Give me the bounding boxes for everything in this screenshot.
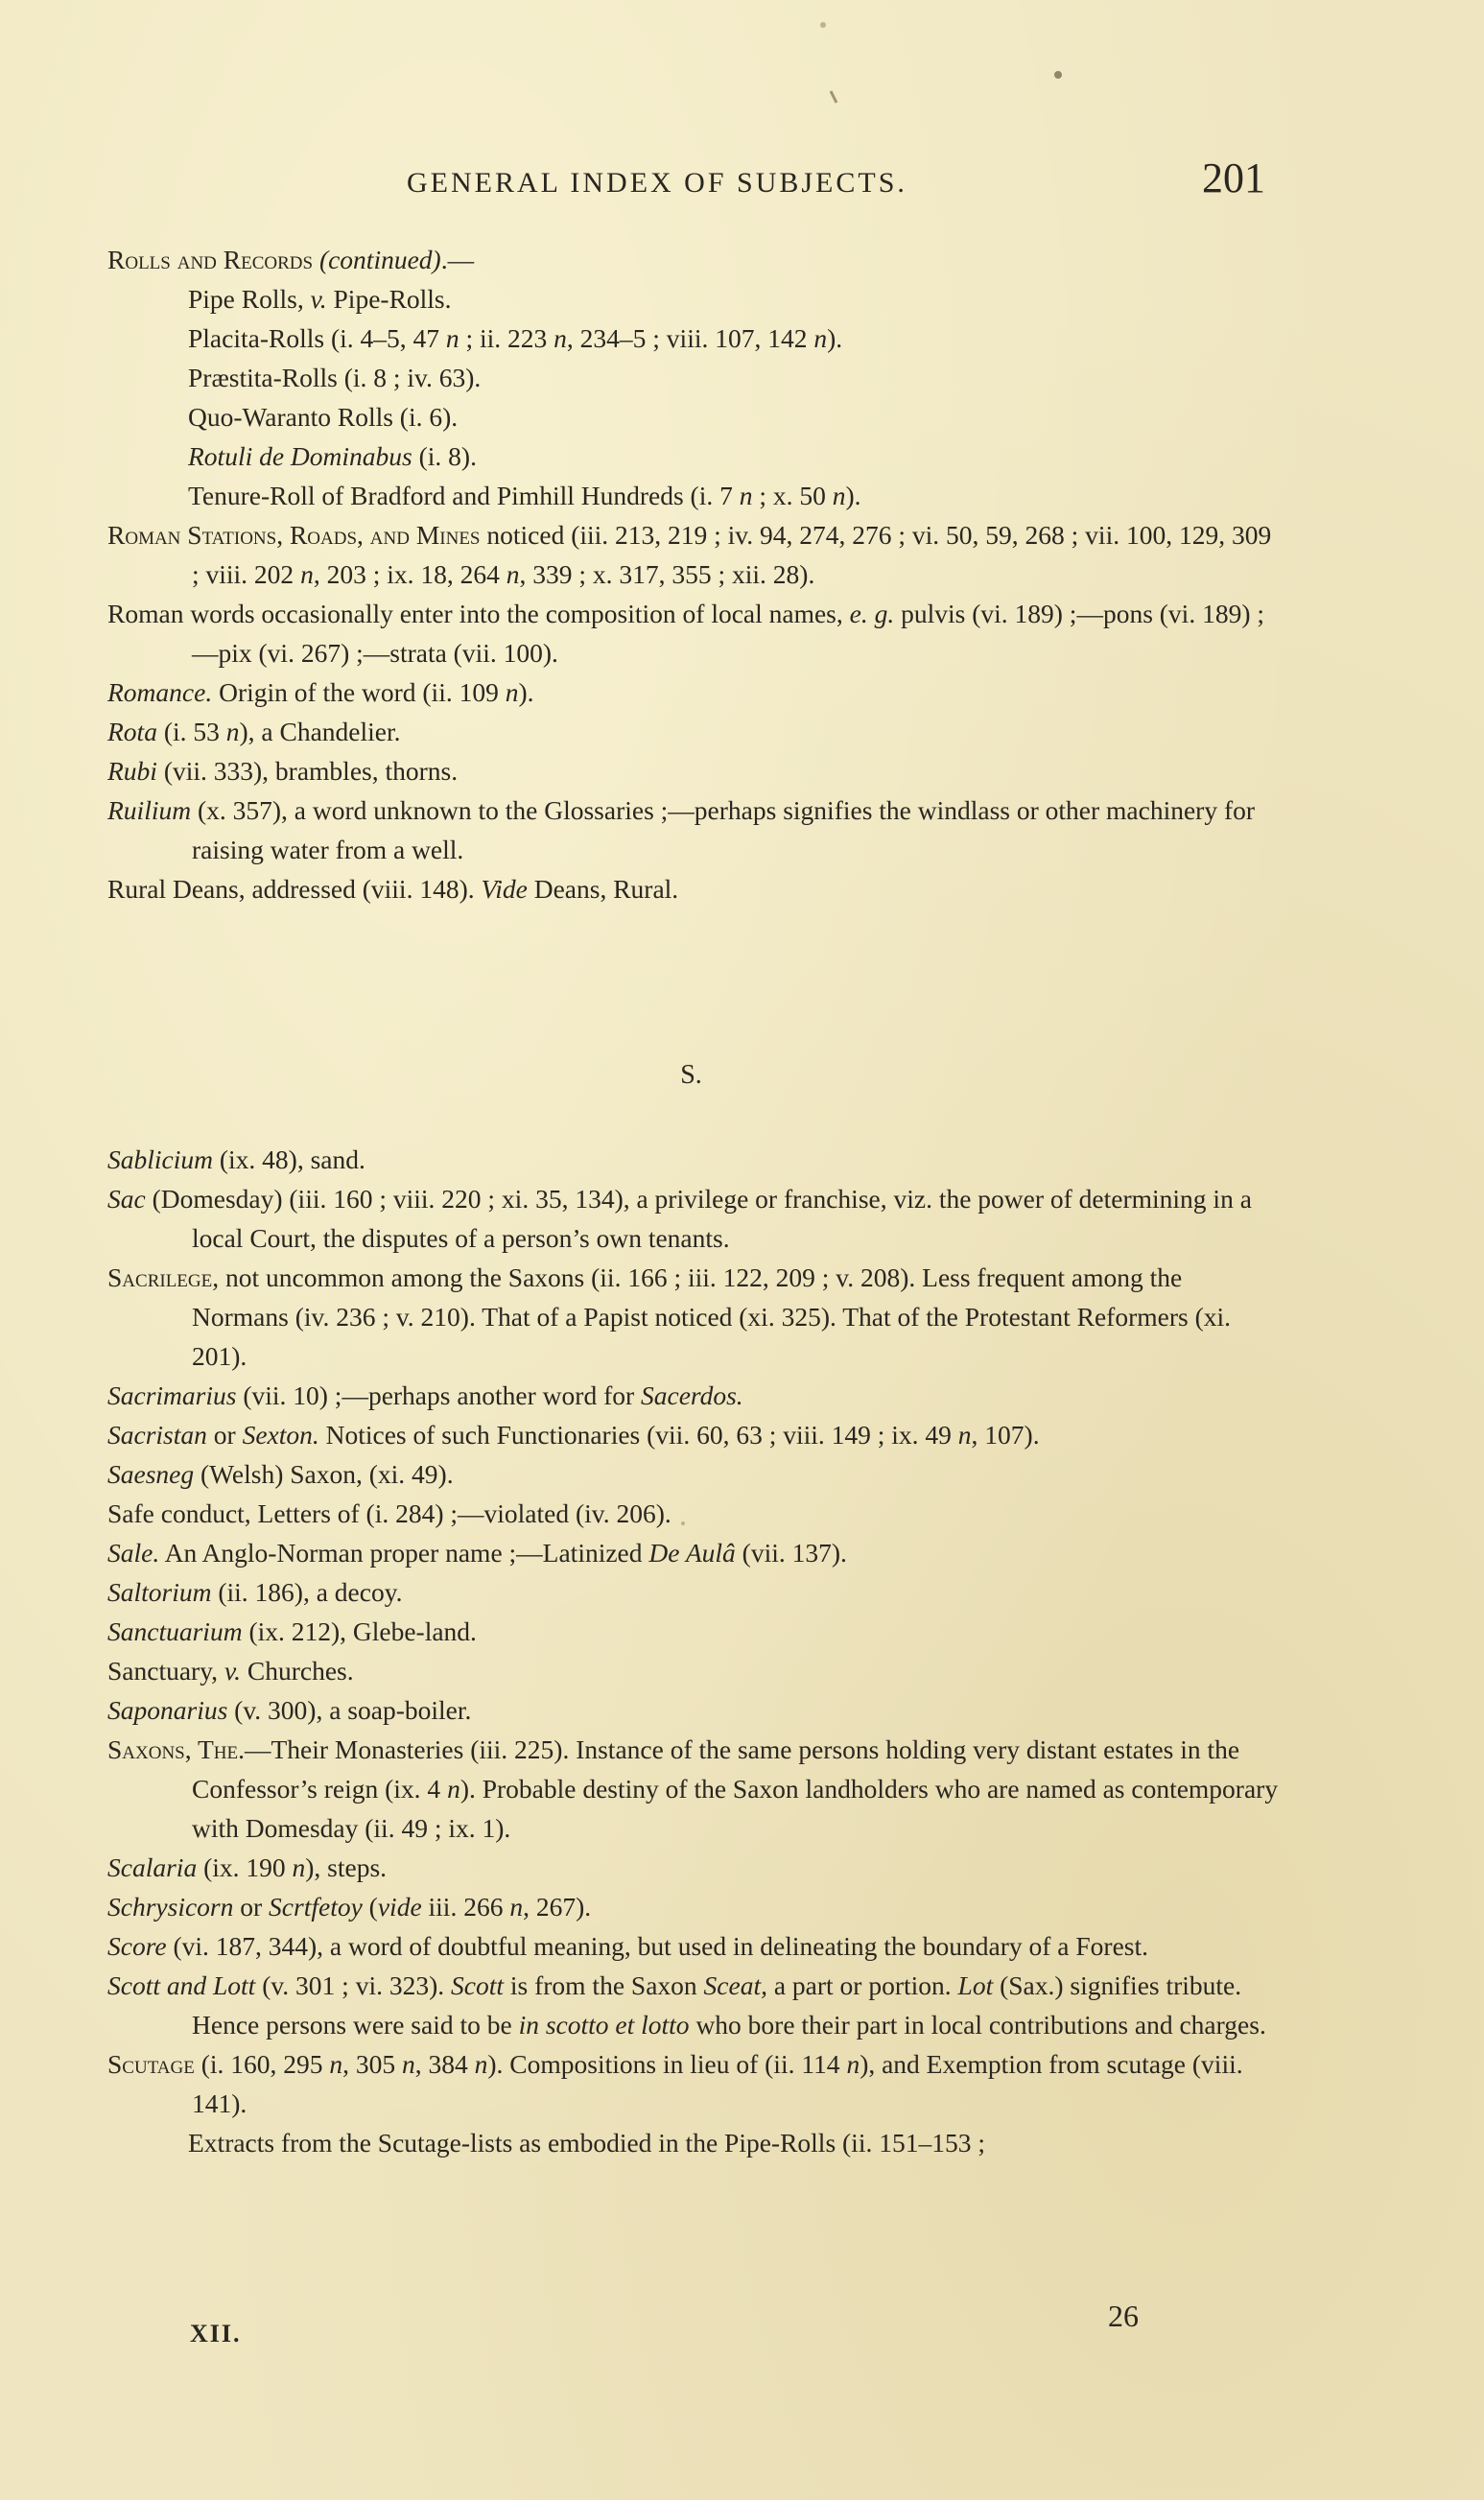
index-entry <box>107 240 1283 279</box>
index-entry <box>107 1454 1283 1494</box>
entry-text: (continued) <box>318 245 441 274</box>
entry-text: Præstita-Rolls (i. 8 ; iv. 63). <box>188 363 482 392</box>
entry-text: Score <box>107 1931 167 1961</box>
entry-text: Sale. <box>107 1538 160 1568</box>
entry-text: Rota <box>107 717 157 746</box>
entry-text: n <box>329 2049 343 2079</box>
entry-text: Scalaria <box>107 1852 198 1882</box>
entry-text: ). <box>518 677 534 707</box>
running-title: GENERAL INDEX OF SUBJECTS. <box>407 167 907 199</box>
entry-text: e. g. <box>849 599 895 628</box>
index-entries-r <box>107 240 1283 908</box>
index-subentry <box>107 358 1283 397</box>
entry-text: n <box>447 1774 460 1804</box>
index-entry <box>107 790 1283 869</box>
entry-text: n <box>813 323 828 353</box>
entry-text: Saponarius <box>107 1695 228 1725</box>
entry-text: v. <box>224 1656 241 1686</box>
entry-text: who bore their part in local contributions and charges. <box>689 2010 1266 2040</box>
entry-text: ). Compositions in lieu of (ii. 114 <box>487 2049 847 2079</box>
index-entry <box>107 594 1283 672</box>
entry-text: Rubi <box>107 756 157 786</box>
entry-text: Sacrimarius <box>107 1380 237 1410</box>
entry-text: v. <box>310 284 327 314</box>
entry-text: Scrtfetoy <box>269 1892 363 1922</box>
entry-text: Vide <box>481 874 528 904</box>
entry-text: Safe conduct, Letters of (i. 284) ;—violated (iv. 206). <box>107 1498 671 1528</box>
entry-text: n <box>509 1892 524 1922</box>
entry-text: ). <box>827 323 843 353</box>
entry-text: n <box>846 2049 860 2079</box>
entry-text: ), steps. <box>305 1852 388 1882</box>
index-entries-s <box>107 1140 1283 2162</box>
entry-text: Sacrilege <box>107 1262 213 1292</box>
entry-text: Sceat, <box>703 1970 767 2000</box>
entry-text: Rotuli de Dominabus <box>188 441 412 471</box>
index-entry <box>107 1690 1283 1730</box>
index-entry <box>107 1572 1283 1612</box>
entry-text: , 203 ; ix. 18, 264 <box>313 559 506 589</box>
entry-text: n <box>225 717 240 746</box>
entry-text: Quo-Waranto Rolls (i. 6). <box>188 402 459 432</box>
entry-text: De Aulâ <box>648 1538 736 1568</box>
index-entry <box>107 1140 1283 1179</box>
entry-text: Scott <box>451 1970 504 2000</box>
signature-mark: XII. <box>190 2320 242 2347</box>
entry-text <box>313 245 319 274</box>
entry-text: , not uncommon among the Saxons (ii. 166 ; iii. 122, 209 ; v. 208). Less frequent among the Normans (iv. 236 ; v. 210). That of a Papist noticed (xi. 325). That of the Protestant Reformers (xi. 201). <box>192 1262 1231 1371</box>
entry-text: n <box>832 481 846 510</box>
entry-text: Sacerdos. <box>641 1380 743 1410</box>
entry-text: (ix. 212), Glebe-land. <box>242 1616 477 1646</box>
entry-text: n <box>957 1420 972 1450</box>
index-entry <box>107 515 1283 594</box>
entry-text: (Welsh) Saxon, (xi. 49). <box>194 1459 454 1489</box>
index-entry <box>107 1612 1283 1651</box>
entry-text: Sacristan <box>107 1420 207 1450</box>
index-subentry <box>107 2123 1283 2162</box>
entry-text: Saesneg <box>107 1459 195 1489</box>
index-entry <box>107 1376 1283 1415</box>
entry-text: (i. 53 <box>156 717 226 746</box>
entry-text: Deans, Rural. <box>527 874 679 904</box>
index-subentry <box>107 436 1283 476</box>
entry-text: .— <box>440 245 475 274</box>
entry-text: (v. 300), a soap-boiler. <box>227 1695 472 1725</box>
entry-text: (Domesday) (iii. 160 ; viii. 220 ; xi. 35, 134), a privilege or franchise, viz. the power of determining in a local Court, the disputes of a person’s own tenants. <box>145 1184 1252 1253</box>
index-subentry <box>107 476 1283 515</box>
entry-text: n <box>445 323 459 353</box>
entry-text: Notices of such Functionaries (vii. 60, 63 ; viii. 149 ; ix. 49 <box>318 1420 958 1450</box>
entry-text: a part or portion. <box>766 1970 958 2000</box>
entry-text: n <box>739 481 753 510</box>
entry-text: Sac <box>107 1184 146 1214</box>
section-letter: S. <box>680 1060 702 1090</box>
entry-text: (v. 301 ; vi. 323). <box>255 1970 451 2000</box>
index-entry <box>107 869 1283 908</box>
entry-text: (vi. 187, 344), a word of doubtful meaning, but used in delineating the boundary of a Forest. <box>166 1931 1149 1961</box>
entry-text: n <box>506 559 520 589</box>
entry-text: ). Probable destiny of the Saxon landholders who are named as contemporary with Domesday (ii. 49 ; ix. 1). <box>192 1774 1279 1843</box>
index-entry <box>107 1179 1283 1258</box>
entry-text: Extracts from the Scutage-lists as embodied in the Pipe-Rolls (ii. 151–153 ; <box>188 2128 985 2158</box>
entry-text: ). <box>845 481 861 510</box>
entry-text: Saxons, The <box>107 1734 239 1764</box>
entry-text: vide <box>377 1892 422 1922</box>
entry-text: or <box>233 1892 270 1922</box>
entry-text: , 234–5 ; viii. 107, 142 <box>566 323 814 353</box>
entry-text: Scott and Lott <box>107 1970 256 2000</box>
entry-text: (vii. 10) ;—perhaps another word for <box>236 1380 642 1410</box>
entry-text: Placita-Rolls (i. 4–5, 47 <box>188 323 446 353</box>
entry-text: Pipe Rolls, <box>188 284 311 314</box>
entry-text: , 339 ; x. 317, 355 ; xii. 28). <box>519 559 815 589</box>
index-subentry <box>107 397 1283 436</box>
entry-text: Rolls and Records <box>107 245 314 274</box>
entry-text: (ii. 186), a decoy. <box>211 1577 403 1607</box>
entry-text: Sablicium <box>107 1144 213 1174</box>
index-entry <box>107 1887 1283 1926</box>
entry-text: n <box>292 1852 306 1882</box>
entry-text: Rural Deans, addressed (viii. 148). <box>107 874 482 904</box>
index-entry <box>107 672 1283 712</box>
entry-text: (x. 357), a word unknown to the Glossaries ;—perhaps signifies the windlass or other machinery for raising water from a well. <box>191 795 1256 864</box>
entry-text: Romance. <box>107 677 213 707</box>
entry-text: (i. 8). <box>412 441 477 471</box>
entry-text: n <box>474 2049 488 2079</box>
entry-text: n <box>505 677 519 707</box>
entry-text: n <box>300 559 314 589</box>
index-entry <box>107 1494 1283 1533</box>
entry-text: , 107). <box>971 1420 1040 1450</box>
entry-text: Origin of the word (ii. 109 <box>212 677 506 707</box>
index-entry <box>107 2044 1283 2123</box>
entry-text: , 305 <box>342 2049 403 2079</box>
index-subentry <box>107 318 1283 358</box>
index-entry <box>107 712 1283 751</box>
entry-text: ), a Chandelier. <box>239 717 401 746</box>
entry-text: Lot <box>957 1970 994 2000</box>
entry-text: .—Their Monasteries (iii. 225). Instance of the same persons holding very distant estates in the Confessor’s reign (ix. 4 <box>192 1734 1240 1804</box>
index-subentry <box>107 279 1283 318</box>
index-entry <box>107 751 1283 790</box>
sheet-number: 26 <box>1108 2299 1139 2333</box>
entry-text: (ix. 48), sand. <box>213 1144 365 1174</box>
entry-text: Schrysicorn <box>107 1892 234 1922</box>
entry-text: , 267). <box>523 1892 592 1922</box>
page-number: 201 <box>1202 154 1265 201</box>
index-entry <box>107 1415 1283 1454</box>
page-header <box>0 144 1484 211</box>
entry-text: (vii. 137). <box>735 1538 847 1568</box>
entry-text: n <box>554 323 567 353</box>
entry-text: n <box>402 2049 415 2079</box>
entry-text: Pipe-Rolls. <box>326 284 452 314</box>
entry-text: ; ii. 223 <box>459 323 554 353</box>
entry-text: Sexton. <box>242 1420 319 1450</box>
entry-text: or <box>206 1420 243 1450</box>
entry-text: Ruilium <box>107 795 192 825</box>
index-entry <box>107 1966 1283 2044</box>
index-entry <box>107 1730 1283 1848</box>
entry-text: Churches. <box>240 1656 354 1686</box>
index-entry <box>107 1258 1283 1376</box>
entry-text: Sanctuarium <box>107 1616 243 1646</box>
entry-text: Saltorium <box>107 1577 212 1607</box>
index-entry <box>107 1651 1283 1690</box>
entry-text: (Sax.) signifies tribute. Hence persons were said to be <box>192 1970 1242 2040</box>
entry-text: is from the Saxon <box>504 1970 704 2000</box>
entry-text: in scotto et lotto <box>518 2010 690 2040</box>
entry-text: ( <box>362 1892 378 1922</box>
entry-text: Scutage <box>107 2049 195 2079</box>
entry-text: Roman words occasionally enter into the composition of local names, <box>107 599 850 628</box>
entry-text: ; x. 50 <box>752 481 833 510</box>
entry-text: An Anglo-Norman proper name ;—Latinized <box>159 1538 649 1568</box>
entry-text: Roman Stations, Roads, and Mines <box>107 520 481 550</box>
entry-text: , 384 <box>414 2049 475 2079</box>
entry-text: iii. 266 <box>421 1892 510 1922</box>
index-entry <box>107 1848 1283 1887</box>
entry-text: (i. 160, 295 <box>194 2049 330 2079</box>
entry-text: noticed (iii. 213, 219 ; iv. 94, 274, 276 ; vi. 50, 59, 268 ; vii. 100, 129, 309 ; viii. 202 <box>192 520 1272 589</box>
entry-text: Sanctuary, <box>107 1656 224 1686</box>
entry-text: Tenure-Roll of Bradford and Pimhill Hundreds (i. 7 <box>188 481 740 510</box>
index-entry <box>107 1533 1283 1572</box>
entry-text: ), and Exemption from scutage (viii. 141). <box>192 2049 1243 2118</box>
entry-text: (ix. 190 <box>197 1852 293 1882</box>
index-entry <box>107 1926 1283 1966</box>
entry-text: (vii. 333), brambles, thorns. <box>156 756 459 786</box>
entry-text: pulvis (vi. 189) ;—pons (vi. 189) ;—pix (vi. 267) ;—strata (vii. 100). <box>192 599 1264 668</box>
